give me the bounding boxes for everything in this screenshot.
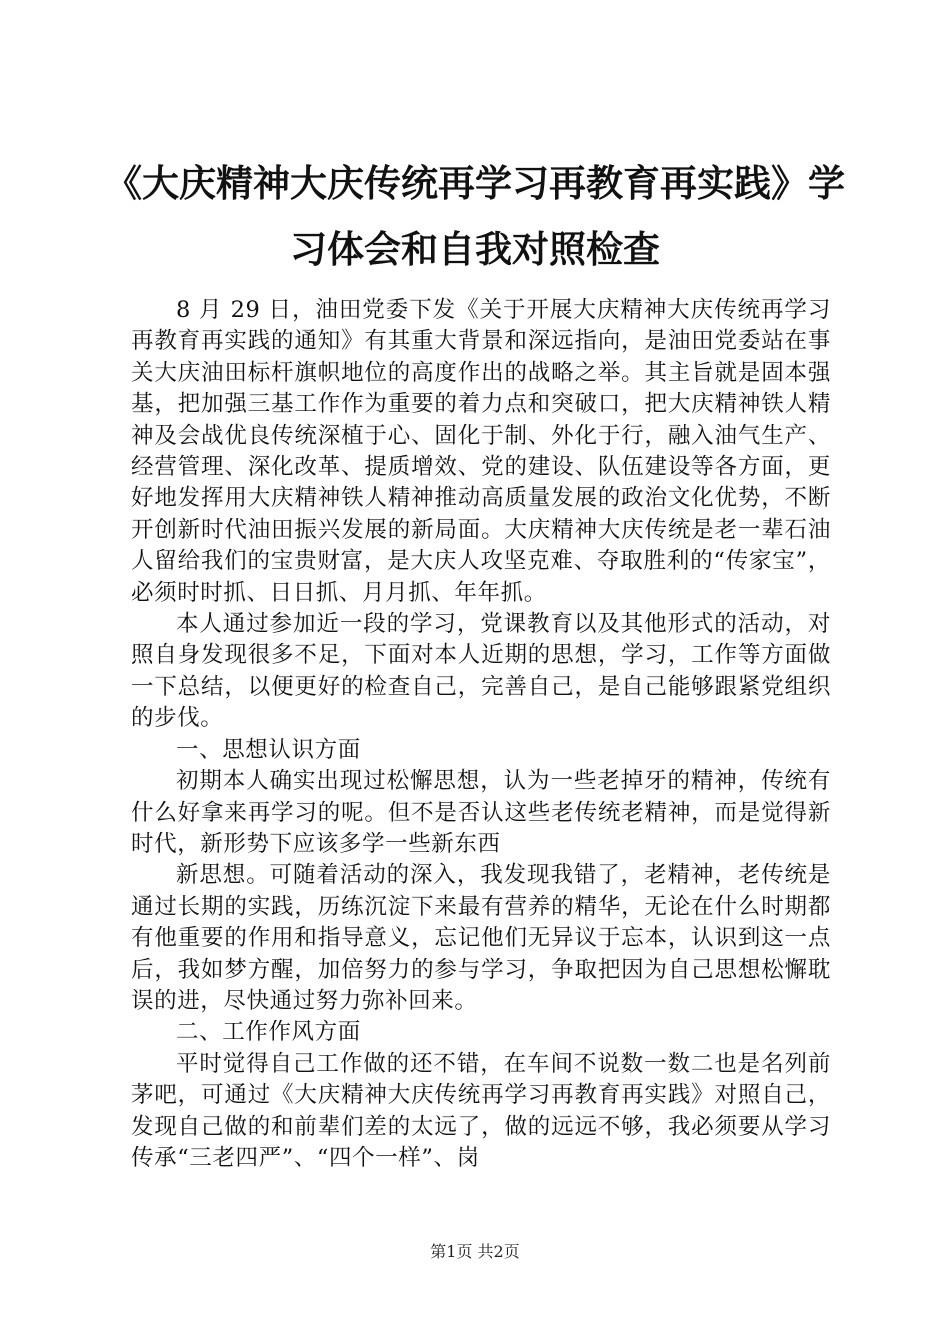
body-paragraph: 初期本人确实出现过松懈思想，认为一些老掉牙的精神，传统有什么好拿来再学习的呢。但不是否认这些老传统老精神，而是觉得新时代，新形势下应该多学一些新东西 xyxy=(131,768,831,857)
body-paragraph: 新思想。可随着活动的深入，我发现我错了，老精神，老传统是通过长期的实践，历练沉淀下来最有营养的精华，无论在什么时期都有他重要的作用和指导意义，忘记他们无异议于忘本，认识到这一点后，我如梦方醒，加倍努力的参与学习，争取把因为自己思想松懈耽误的进，尽快通过努力弥补回来。 xyxy=(131,862,831,1014)
document-title-line-1: 《大庆精神大庆传统再学习再教育再实践》学 xyxy=(105,161,845,205)
section-heading-thinking: 一、思想认识方面 xyxy=(176,736,361,763)
document-body xyxy=(131,295,831,1174)
page-footer: 第1页 共2页 xyxy=(430,1242,520,1261)
body-paragraph: 本人通过参加近一段的学习，党课教育以及其他形式的活动，对照自身发现很多不足，下面对本人近期的思想，学习，工作等方面做一下总结，以便更好的检查自己，完善自己，是自己能够跟紧党组织的步伐。 xyxy=(131,611,831,732)
body-paragraph: 平时觉得自己工作做的还不错，在车间不说数一数二也是名列前茅吧，可通过《大庆精神大庆传统再学习再教育再实践》对照自己，发现自己做的和前辈们差的太远了，做的远远不够，我必须要从学习传承“三老四严”、“四个一样”、岗 xyxy=(131,1050,831,1171)
section-heading-work-style: 二、工作作风方面 xyxy=(176,1019,361,1046)
body-paragraph: 8 月 29 日，油田党委下发《关于开展大庆精神大庆传统再学习再教育再实践的通知》有其重大背景和深远指向，是油田党委站在事关大庆油田标杆旗帜地位的高度作出的战略之举。其主旨就是固本强基，把加强三基工作作为重要的着力点和突破口，把大庆精神铁人精神及会战优良传统深植于心、固化于制、外化于行，融入油气生产、经营管理、深化改革、提质增效、党的建设、队伍建设等各方面，更好地发挥用大庆精神铁人精神推动高质量发展的政治文化优势，不断开创新时代油田振兴发展的新局面。大庆精神大庆传统是老一辈石油人留给我们的宝贵财富，是大庆人攻坚克难、夺取胜利的“传家宝”，必须时时抓、日日抓、月月抓、年年抓。 xyxy=(131,297,831,606)
document-title-line-2: 习体会和自我对照检查 xyxy=(290,227,660,271)
